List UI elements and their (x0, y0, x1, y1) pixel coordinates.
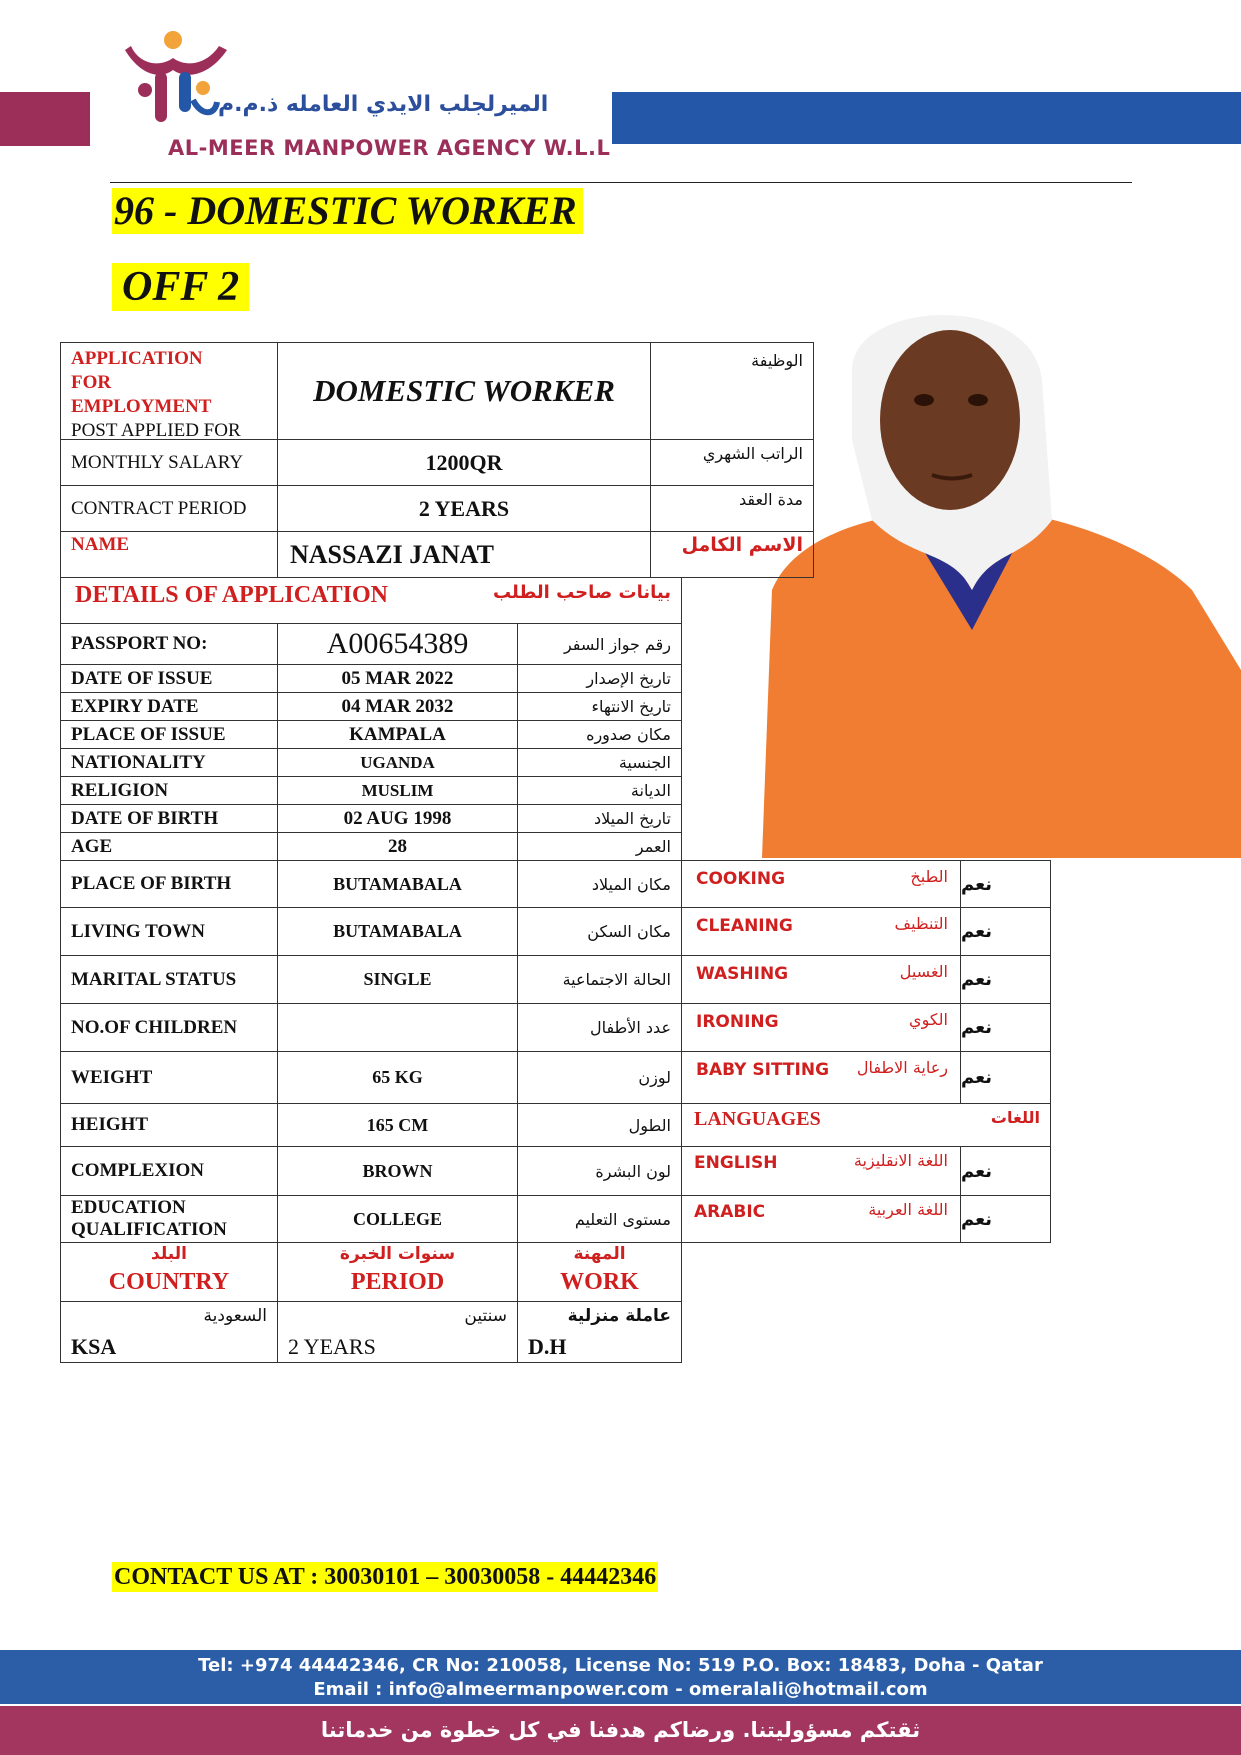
detail-value: BUTAMABALA (277, 860, 518, 908)
detail-label: DATE OF ISSUE (60, 664, 278, 693)
monthly-salary-value: 1200QR (277, 439, 651, 486)
header-band-left (0, 92, 90, 146)
experience-period: 2 YEARS (288, 1334, 376, 1359)
experience-work-cell (517, 1301, 682, 1363)
footer-email: Email : info@almeermanpower.com - omeralali@hotmail.com (313, 1679, 928, 1700)
skill-name: COOKING (696, 869, 786, 889)
detail-arabic: مستوى التعليم (517, 1195, 682, 1243)
detail-label: EXPIRY DATE (60, 692, 278, 721)
detail-arabic: مكان السكن (517, 907, 682, 956)
language-cell (681, 1146, 961, 1196)
detail-value: COLLEGE (277, 1195, 518, 1243)
name-value: NASSAZI JANAT (277, 531, 651, 578)
detail-label: PLACE OF ISSUE (60, 720, 278, 749)
experience-work-header-arabic: المهنة (573, 1244, 626, 1264)
header-divider (110, 182, 1132, 183)
detail-label: WEIGHT (60, 1051, 278, 1104)
detail-label: DATE OF BIRTH (60, 804, 278, 833)
skill-cell (681, 955, 961, 1004)
skill-yes: نعم (960, 1003, 1051, 1052)
detail-label: COMPLEXION (60, 1146, 278, 1196)
footer-address: Tel: +974 44442346, CR No: 210058, License No: 519 P.O. Box: 18483, Doha - Qatar (198, 1655, 1043, 1676)
experience-country-header (60, 1242, 278, 1302)
language-cell (681, 1195, 961, 1243)
language-name-arabic: اللغة الانقليزية (853, 1151, 948, 1170)
detail-arabic: الديانة (517, 776, 682, 805)
detail-value: SINGLE (277, 955, 518, 1004)
language-name: ARABIC (694, 1202, 766, 1222)
experience-period-arabic: سنتين (464, 1306, 507, 1326)
experience-period-cell (277, 1301, 518, 1363)
detail-arabic: مكان صدوره (517, 720, 682, 749)
skill-yes: نعم (960, 1051, 1051, 1104)
detail-label: NO.OF CHILDREN (60, 1003, 278, 1052)
experience-country-header-arabic: البلد (151, 1244, 187, 1264)
monthly-salary-arabic: الراتب الشهري (650, 439, 814, 486)
languages-heading: LANGUAGES (694, 1108, 821, 1130)
languages-heading-arabic: اللغات (990, 1108, 1040, 1127)
experience-period-header-arabic: سنوات الخبرة (339, 1244, 456, 1264)
contract-period-arabic: مدة العقد (650, 485, 814, 532)
skill-name-arabic: التنظيف (894, 914, 948, 933)
experience-period-header (277, 1242, 518, 1302)
post-applied-label: POST APPLIED FOR (71, 420, 241, 441)
detail-label: HEIGHT (60, 1103, 278, 1147)
experience-period-header-english: PERIOD (350, 1269, 445, 1295)
page-title: 96 - DOMESTIC WORKER (112, 188, 583, 234)
detail-value: UGANDA (277, 748, 518, 777)
language-yes: نعم (960, 1146, 1051, 1196)
detail-label: NATIONALITY (60, 748, 278, 777)
detail-arabic: تاريخ الإصدار (517, 664, 682, 693)
passport-arabic: رقم جواز السفر (517, 623, 682, 665)
detail-arabic: تاريخ الانتهاء (517, 692, 682, 721)
contract-period-value: 2 YEARS (277, 485, 651, 532)
detail-value: 02 AUG 1998 (277, 804, 518, 833)
detail-value: BUTAMABALA (277, 907, 518, 956)
detail-arabic: الجنسية (517, 748, 682, 777)
experience-work-header (517, 1242, 682, 1302)
monthly-salary-label: MONTHLY SALARY (60, 439, 278, 486)
skill-name-arabic: الكوي (909, 1010, 948, 1029)
application-label-cell (60, 342, 278, 440)
detail-value: 04 MAR 2032 (277, 692, 518, 721)
skill-yes: نعم (960, 955, 1051, 1004)
detail-value: MUSLIM (277, 776, 518, 805)
detail-label: LIVING TOWN (60, 907, 278, 956)
language-name: ENGLISH (694, 1153, 778, 1173)
experience-country-header-english: COUNTRY (108, 1269, 230, 1295)
detail-value: 05 MAR 2022 (277, 664, 518, 693)
skill-name-arabic: رعاية الاطفال (856, 1058, 948, 1077)
detail-arabic: الطول (517, 1103, 682, 1147)
company-logo (115, 30, 235, 130)
skill-cell (681, 1051, 961, 1104)
skill-yes: نعم (960, 860, 1051, 908)
passport-label: PASSPORT NO: (60, 623, 278, 665)
contract-period-label: CONTRACT PERIOD (60, 485, 278, 532)
experience-work: D.H (528, 1334, 567, 1359)
company-name-english: AL-MEER MANPOWER AGENCY W.L.L (168, 136, 611, 160)
language-name-arabic: اللغة العربية (868, 1200, 948, 1219)
languages-heading-row (681, 1103, 1051, 1147)
application-for-employment: APPLICATION FOR EMPLOYMENT (71, 348, 212, 417)
detail-arabic: العمر (517, 832, 682, 861)
skill-name: IRONING (696, 1012, 779, 1032)
detail-label: AGE (60, 832, 278, 861)
language-yes: نعم (960, 1195, 1051, 1243)
skill-cell (681, 860, 961, 908)
skill-name-arabic: الطبخ (910, 867, 948, 886)
contact-numbers: CONTACT US AT : 30030101 – 30030058 - 44442346 (114, 1564, 657, 1590)
detail-value (277, 1003, 518, 1052)
skill-name: WASHING (696, 964, 789, 984)
experience-work-header-english: WORK (560, 1269, 639, 1295)
company-name-arabic: الميرلجلب الايدي العامله ذ.م.م (218, 92, 549, 117)
experience-country: KSA (71, 1334, 117, 1359)
detail-label: EDUCATION QUALIFICATION (60, 1195, 278, 1243)
passport-value: A00654389 (277, 623, 518, 665)
detail-label: PLACE OF BIRTH (60, 860, 278, 908)
name-arabic: الاسم الكامل (650, 531, 814, 578)
skill-name: BABY SITTING (696, 1060, 830, 1080)
name-label: NAME (60, 531, 278, 578)
detail-value: 65 KG (277, 1051, 518, 1104)
skill-cell (681, 1003, 961, 1052)
skill-name: CLEANING (696, 916, 793, 936)
detail-label: MARITAL STATUS (60, 955, 278, 1004)
skill-name-arabic: الغسيل (899, 962, 948, 981)
detail-arabic: عدد الأطفال (517, 1003, 682, 1052)
skill-cell (681, 907, 961, 956)
details-heading: DETAILS OF APPLICATION (75, 582, 388, 608)
detail-arabic: مكان الميلاد (517, 860, 682, 908)
details-heading-row (60, 577, 682, 624)
detail-value: KAMPALA (277, 720, 518, 749)
detail-value: BROWN (277, 1146, 518, 1196)
detail-label: RELIGION (60, 776, 278, 805)
detail-value: 28 (277, 832, 518, 861)
details-heading-arabic: بيانات صاحب الطلب (492, 582, 671, 603)
detail-value: 165 CM (277, 1103, 518, 1147)
post-applied-value: DOMESTIC WORKER (277, 342, 651, 440)
post-applied-arabic: الوظيفة (650, 342, 814, 440)
detail-arabic: لون البشرة (517, 1146, 682, 1196)
skill-yes: نعم (960, 907, 1051, 956)
footer-info-band (0, 1650, 1241, 1704)
footer-slogan: ثقتكم مسؤوليتنا. ورضاكم هدفنا في كل خطوة من خدماتنا (0, 1706, 1241, 1755)
detail-arabic: لوزن (517, 1051, 682, 1104)
experience-country-cell (60, 1301, 278, 1363)
office-label: OFF 2 (112, 263, 249, 311)
header-band-right (612, 92, 1241, 144)
detail-arabic: تاريخ الميلاد (517, 804, 682, 833)
experience-country-arabic: السعودية (203, 1306, 267, 1326)
experience-work-arabic: عاملة منزلية (567, 1306, 671, 1326)
detail-arabic: الحالة الاجتماعية (517, 955, 682, 1004)
